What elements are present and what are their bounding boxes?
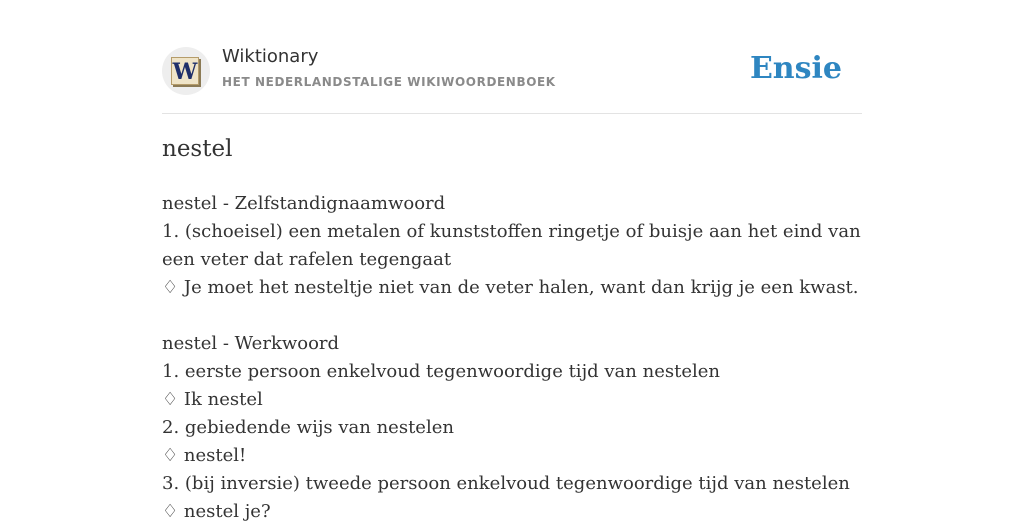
ensie-brand-link[interactable]: Ensie <box>749 51 842 86</box>
section-spacer <box>162 302 862 330</box>
site-tagline: HET NEDERLANDSTALIGE WIKIWOORDENBOEK <box>222 75 556 89</box>
site-header <box>162 0 862 114</box>
page <box>162 0 862 522</box>
definition-line: 1. eerste persoon enkelvoud tegenwoordige tijd van nestelen <box>162 361 720 382</box>
logo-letter: W <box>172 59 198 85</box>
section-heading: nestel - Zelfstandignaamwoord <box>162 193 446 214</box>
definition-line: 1. (schoeisel) een metalen of kunststoffen ringetje of buisje aan het eind van een veter dat rafelen tegengaat <box>162 221 861 270</box>
definition-line: 2. gebiedende wijs van nestelen <box>162 417 454 438</box>
page-title: nestel <box>162 136 233 162</box>
example-line: ♢ Je moet het nesteltje niet van de veter halen, want dan krijg je een kwast. <box>162 277 859 298</box>
wiktionary-logo-icon[interactable] <box>162 47 210 95</box>
site-name[interactable]: Wiktionary <box>222 46 319 67</box>
logo-tile <box>171 57 199 85</box>
example-line: ♢ Ik nestel <box>162 389 263 410</box>
example-line: ♢ nestel je? <box>162 501 271 522</box>
section-heading: nestel - Werkwoord <box>162 333 340 354</box>
definition-line: 3. (bij inversie) tweede persoon enkelvoud tegenwoordige tijd van nestelen <box>162 473 850 494</box>
entry-content <box>162 190 862 526</box>
example-line: ♢ nestel! <box>162 445 247 466</box>
